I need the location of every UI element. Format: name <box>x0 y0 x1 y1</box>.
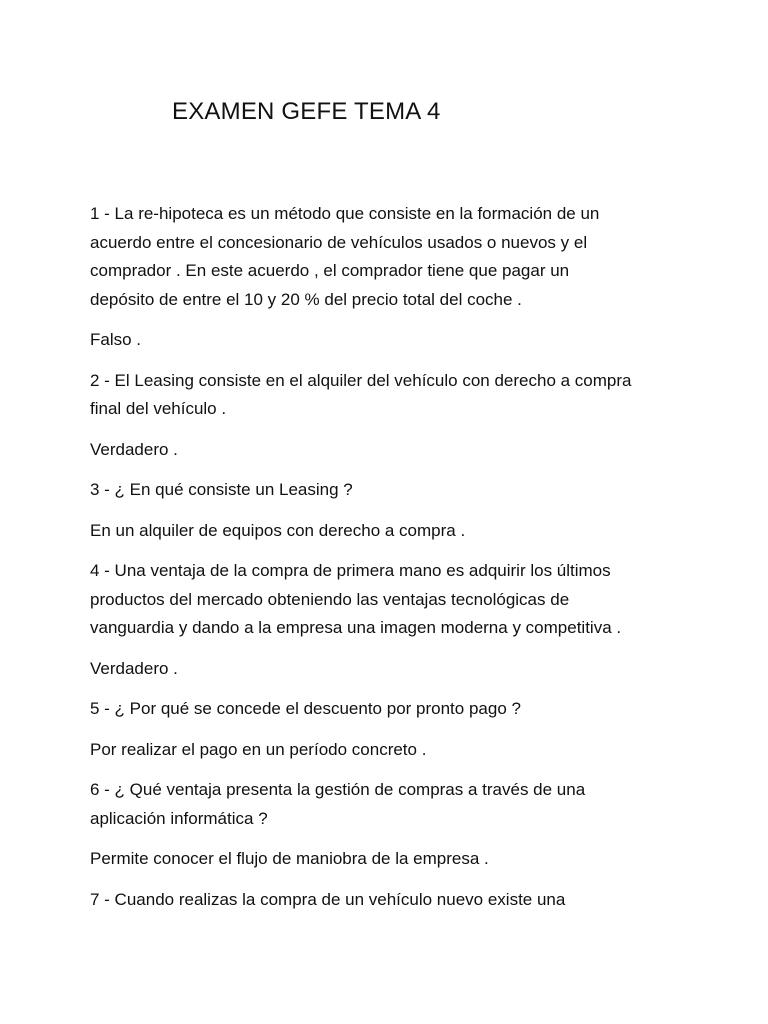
text-line: 2 - El Leasing consiste en el alquiler del vehículo con derecho a compra <box>90 370 632 390</box>
text-line: 5 - ¿ Por qué se concede el descuento por pronto pago ? <box>90 699 521 718</box>
paragraph <box>90 436 690 465</box>
text-line: Falso . <box>90 330 142 349</box>
text-line: acuerdo entre el concesionario de vehículos usados o nuevos y el <box>90 232 588 252</box>
paragraph <box>90 517 690 546</box>
paragraph <box>90 200 690 314</box>
paragraph <box>90 695 690 724</box>
text-line: 4 - Una ventaja de la compra de primera mano es adquirir los últimos <box>90 561 611 580</box>
document-body <box>90 200 690 926</box>
text-line: 1 - La re-hipoteca es un método que consiste en la formación de un <box>90 204 600 223</box>
text-line: vanguardia y dando a la empresa una imagen moderna y competitiva . <box>90 618 622 637</box>
text-line: depósito de entre el 10 y 20 % del precio total del coche . <box>90 289 522 309</box>
text-line: comprador . En este acuerdo , el comprador tiene que pagar un <box>90 261 570 280</box>
paragraph <box>90 886 690 915</box>
paragraph <box>90 476 690 505</box>
text-line: En un alquiler de equipos con derecho a compra . <box>90 520 466 540</box>
paragraph <box>90 655 690 684</box>
text-line: final del vehículo . <box>90 399 227 418</box>
text-line: Verdadero . <box>90 439 178 459</box>
text-line: Permite conocer el flujo de maniobra de la empresa . <box>90 849 489 868</box>
text-line: Por realizar el pago en un período concreto . <box>90 739 427 759</box>
document-title: EXAMEN GEFE TEMA 4 <box>172 98 441 125</box>
text-line: aplicación informática ? <box>90 808 268 828</box>
text-line: 3 - ¿ En qué consiste un Leasing ? <box>90 480 353 499</box>
text-line: 6 - ¿ Qué ventaja presenta la gestión de compras a través de una <box>90 780 586 799</box>
paragraph <box>90 736 690 765</box>
text-line: productos del mercado obteniendo las ventajas tecnológicas de <box>90 589 570 609</box>
paragraph <box>90 326 690 355</box>
paragraph <box>90 557 690 643</box>
paragraph <box>90 367 690 424</box>
paragraph <box>90 776 690 833</box>
paragraph <box>90 845 690 874</box>
text-line: Verdadero . <box>90 658 178 678</box>
text-line: 7 - Cuando realizas la compra de un vehículo nuevo existe una <box>90 889 566 909</box>
